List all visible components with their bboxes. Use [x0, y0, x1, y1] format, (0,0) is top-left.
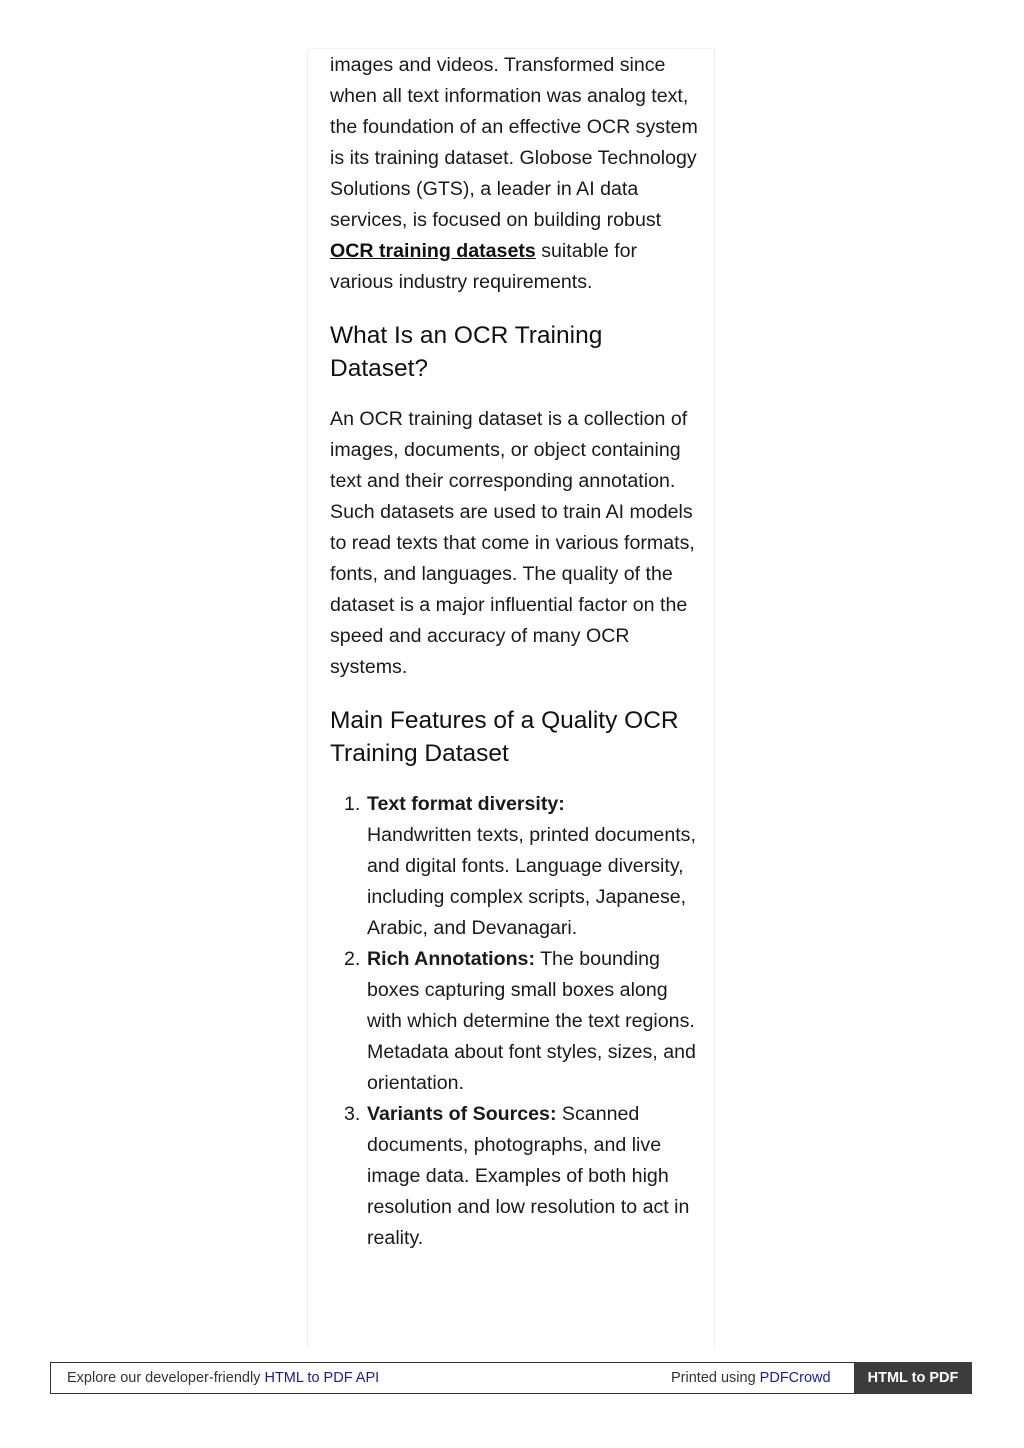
list-item: [330, 789, 700, 944]
features-list: [330, 789, 700, 1254]
feature-title: Text format diversity:: [367, 793, 565, 815]
definition-paragraph: An OCR training dataset is a collection of images, documents, or object containing text and their corresponding annotation. Such datasets are used to train AI models to read texts that come in various formats, fonts, and languages. The quality of the dataset is a major influential factor on the speed and accuracy of many OCR systems.: [330, 408, 695, 678]
article-column: [307, 48, 715, 1348]
html-to-pdf-button[interactable]: HTML to PDF: [854, 1362, 972, 1394]
intro-paragraph: [330, 50, 700, 298]
intro-text: images and videos. Transformed since when all text information was analog text, the foundation of an effective OCR system is its training dataset. Globose Technology Solutions (GTS), a leader in AI data services, is focused on building robust: [330, 54, 698, 231]
list-number: 1.: [344, 793, 361, 815]
intro-text-end: suitable for various industry requirements.: [330, 240, 638, 293]
feature-text: The bounding boxes capturing small boxes along with which determine the text regions. Metadata about font styles, sizes, and orientation.: [367, 948, 696, 1094]
pdfcrowd-link[interactable]: PDFCrowd: [759, 1370, 831, 1386]
footer-printed: [671, 1370, 831, 1386]
list-number: 2.: [344, 948, 361, 970]
list-number: 3.: [344, 1103, 361, 1125]
section-heading-features: Main Features of a Quality OCR Training Dataset: [330, 707, 679, 767]
feature-text: Scanned documents, photographs, and live image data. Examples of both high resolution and low resolution to act in reality.: [367, 1103, 690, 1249]
footer-explore: [67, 1370, 379, 1386]
list-item: [330, 1099, 700, 1254]
feature-title: Variants of Sources:: [367, 1103, 557, 1125]
feature-text: Handwritten texts, printed documents, and digital fonts. Language diversity, including complex scripts, Japanese, Arabic, and Devanagari.: [367, 824, 696, 939]
list-item: [330, 944, 700, 1099]
pdfcrowd-footer: [50, 1362, 972, 1394]
article-content: [330, 49, 700, 1254]
section-heading-what-is: What Is an OCR Training Dataset?: [330, 322, 603, 382]
ocr-datasets-link[interactable]: OCR training datasets: [330, 240, 536, 262]
feature-title: Rich Annotations:: [367, 948, 535, 970]
footer-printed-text: Printed using: [671, 1370, 760, 1386]
html-to-pdf-api-link[interactable]: HTML to PDF API: [264, 1370, 380, 1386]
footer-explore-text: Explore our developer-friendly: [67, 1370, 265, 1386]
